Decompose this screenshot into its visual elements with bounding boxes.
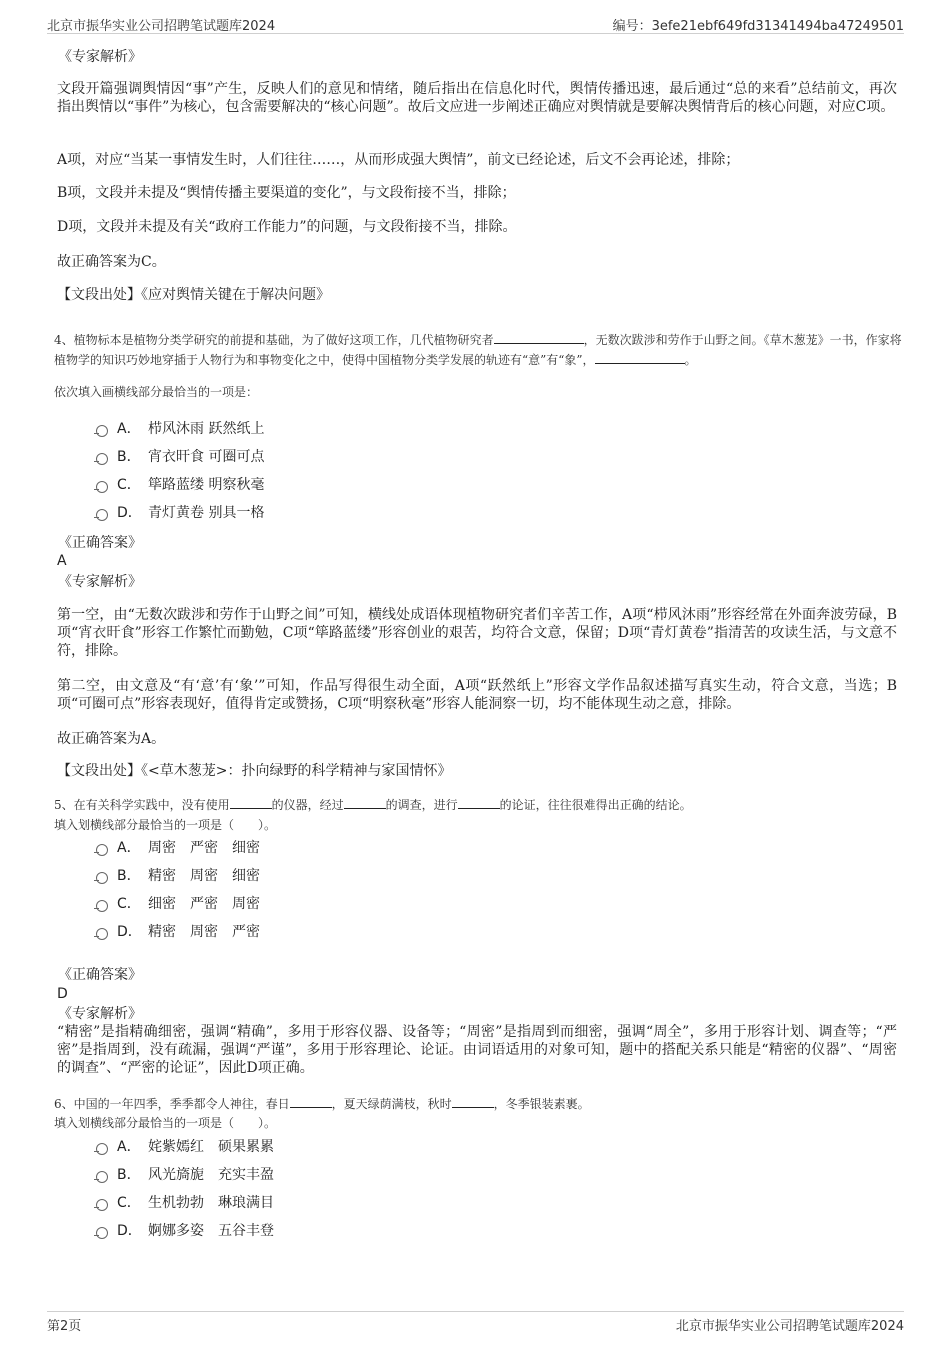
header-title: 北京市振华实业公司招聘笔试题库2024 xyxy=(47,19,276,34)
radio-icon[interactable] xyxy=(96,900,108,912)
analysis-paragraph: D项，文段并未提及有关“政府工作能力”的问题，与文段衔接不当，排除。 xyxy=(57,219,517,235)
radio-icon[interactable] xyxy=(96,481,108,493)
page-number: 第2页 xyxy=(47,1319,82,1334)
source-citation: 【文段出处】《应对舆情关键在于解决问题》 xyxy=(57,287,330,303)
analysis-paragraph: 第二空，由文意及“有‘意’有‘象’”可知，作品写得很生动全面，A项“跃然纸上”形容文学作品叙述描写真实生动，符合文意，当选；B项“可圈可点”形容表现好，值得肯定或赞扬，C项“明察秋毫”形容人能洞察一切，均不能体现生动之意，排除。 xyxy=(57,678,897,712)
fill-blank xyxy=(494,331,584,344)
answer-label: 《正确答案》 xyxy=(58,535,142,551)
radio-icon[interactable] xyxy=(96,1227,108,1239)
radio-icon[interactable] xyxy=(96,928,108,940)
radio-icon[interactable] xyxy=(96,1143,108,1155)
analysis-paragraph: A项，对应“当某一事情发生时，人们往往……，从而形成强大舆情”，前文已经论述，后文不会再论述，排除； xyxy=(57,152,740,168)
conclusion: 故正确答案为C。 xyxy=(57,254,166,270)
expert-analysis-label: 《专家解析》 xyxy=(58,1006,142,1022)
radio-icon[interactable] xyxy=(96,1171,108,1183)
radio-icon[interactable] xyxy=(96,509,108,521)
source-citation: 【文段出处】《<草木葱茏>：扑向绿野的科学精神与家国情怀》 xyxy=(57,763,452,779)
fill-blank xyxy=(452,1096,494,1108)
answer-label: 《正确答案》 xyxy=(58,967,142,983)
question-stem: 4、植物标本是植物分类学研究的前提和基础，为了做好这项工作，几代植物研究者 ，无数次跋涉和劳作于山野之间。《草木葱茏》一书，作家将植物学的知识巧妙地穿插于人物行为和事物变化之中，使得中国植物分类学发展的轨迹有“意”有“象”， 。 xyxy=(54,333,902,367)
answer-value: A xyxy=(57,553,67,569)
analysis-paragraph: “精密”是指精确细密，强调“精确”，多用于形容仪器、设备等；“周密”是指周到而细密，强调“周全”，多用于形容计划、调查等；“严密”是指周到，没有疏漏，强调“严谨”，多用于形容理论、论证。由词语适用的对象可知，题中的搭配关系只能是“精密的仪器”、“周密的调查”、“严密的论证”，因此D项正确。 xyxy=(57,1024,897,1076)
analysis-paragraph: 第一空，由“无数次跋涉和劳作于山野之间”可知，横线处成语体现植物研究者们辛苦工作，A项“栉风沐雨”形容经常在外面奔波劳碌，B项“宵衣旰食”形容工作繁忙而勤勉，C项“筚路蓝缕”形容创业的艰苦，均符合文意，保留；D项“青灯黄卷”指清苦的攻读生活，与文意不符，排除。 xyxy=(57,607,897,659)
radio-icon[interactable] xyxy=(96,425,108,437)
fill-blank xyxy=(290,1096,332,1108)
radio-icon[interactable] xyxy=(96,453,108,465)
radio-icon[interactable] xyxy=(96,1199,108,1211)
header-code: 编号：3efe21ebf649fd31341494ba47249501 xyxy=(612,19,904,34)
conclusion: 故正确答案为A。 xyxy=(57,731,166,747)
expert-analysis-label: 《专家解析》 xyxy=(58,49,142,65)
analysis-paragraph: B项，文段并未提及“舆情传播主要渠道的变化”，与文段衔接不当，排除； xyxy=(57,185,516,201)
fill-blank xyxy=(344,797,386,809)
expert-analysis-label: 《专家解析》 xyxy=(58,574,142,590)
fill-blank xyxy=(595,351,685,364)
page-footer xyxy=(47,1311,904,1338)
question-prompt: 填入划横线部分最恰当的一项是（ ）。 xyxy=(54,818,277,832)
fill-blank xyxy=(458,797,500,809)
radio-icon[interactable] xyxy=(96,872,108,884)
footer-title: 北京市振华实业公司招聘笔试题库2024 xyxy=(675,1319,904,1334)
question-prompt: 填入划横线部分最恰当的一项是（ ）。 xyxy=(54,1116,277,1130)
radio-icon[interactable] xyxy=(96,844,108,856)
question-prompt: 依次填入画横线部分最恰当的一项是： xyxy=(54,385,259,399)
analysis-paragraph: 文段开篇强调舆情因“事”产生，反映人们的意见和情绪，随后指出在信息化时代，舆情传播迅速，最后通过“总的来看”总结前文，再次指出舆情以“事件”为核心，包含需要解决的“核心问题”。故后文应进一步阐述正确应对舆情就是要解决舆情背后的核心问题，对应C项。 xyxy=(57,81,897,115)
question-stem: 5、在有关科学实践中，没有使用 的仪器，经过 的调查，进行 的论证，往往很难得出正确的结论。 xyxy=(54,798,692,812)
fill-blank xyxy=(230,797,272,809)
question-stem: 6、中国的一年四季，季季都令人神往，春日 ，夏天绿荫满枝，秋时 ，冬季银装素裹。 xyxy=(54,1097,590,1111)
answer-value: D xyxy=(57,986,68,1002)
page-header xyxy=(47,13,904,34)
